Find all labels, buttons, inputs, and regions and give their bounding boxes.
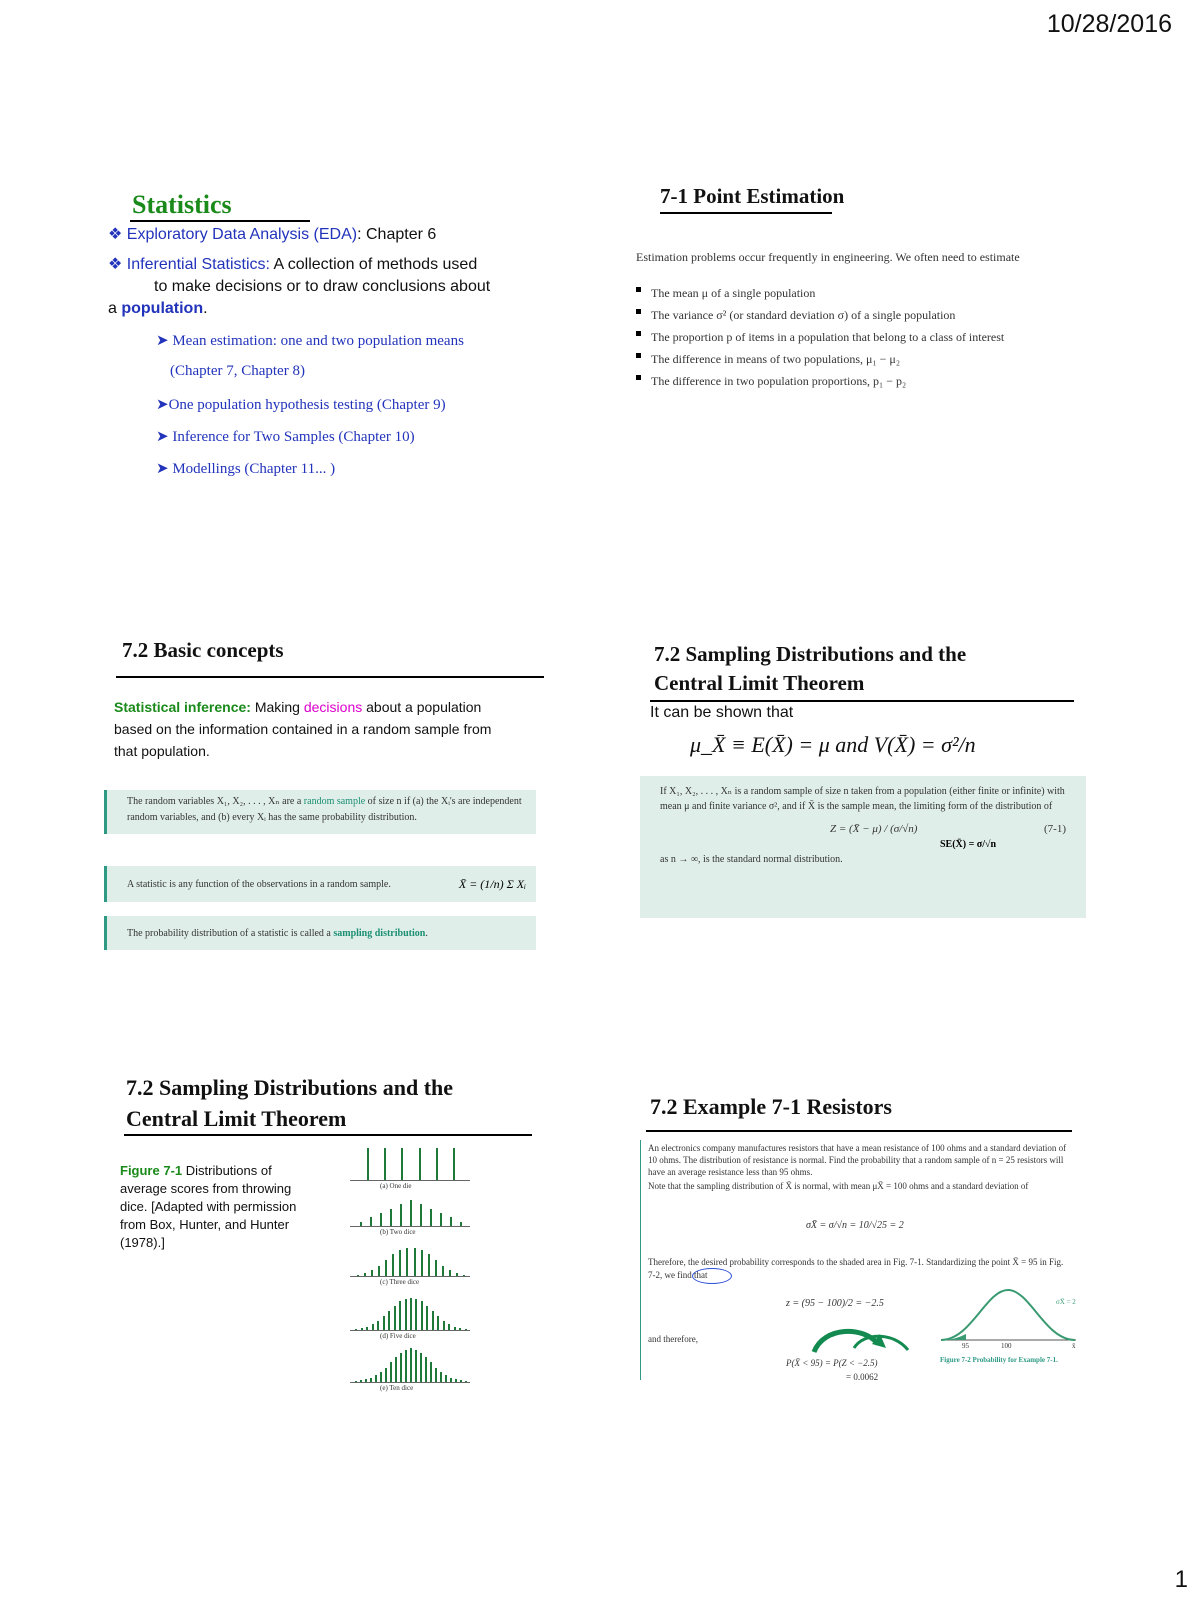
- histogram-bar: [370, 1217, 372, 1226]
- histogram-bar: [460, 1380, 462, 1382]
- histogram-bar: [453, 1148, 455, 1180]
- histogram-bar: [435, 1260, 437, 1276]
- histogram-bar: [450, 1378, 452, 1382]
- left-edge-rule: [640, 1140, 641, 1380]
- axis-tick: 95: [962, 1342, 969, 1350]
- histogram-bar: [465, 1329, 467, 1330]
- sampling-distribution-box: The probability distribution of a statistic is called a sampling distribution.: [104, 916, 536, 950]
- dice-histograms: [340, 1146, 490, 1396]
- slide-title: 7.2 Sampling Distributions and the Central Limit Theorem: [126, 1075, 454, 1131]
- histogram-bar: [360, 1222, 362, 1226]
- histogram-bar: [361, 1328, 363, 1330]
- title-underline: [650, 700, 1074, 702]
- histogram-bar: [454, 1327, 456, 1330]
- histogram-bar: [430, 1362, 432, 1382]
- chapter-item: ➤One population hypothesis testing (Chapter 9): [156, 397, 446, 413]
- histogram-bar: [390, 1209, 392, 1226]
- histogram-three-dice: [350, 1246, 470, 1277]
- page-date: 10/28/2016: [1046, 10, 1172, 38]
- probability-result: P(X̄ < 95) = P(Z < −2.5): [786, 1358, 878, 1368]
- histogram-bar: [400, 1204, 402, 1226]
- histogram-bar: [435, 1368, 437, 1382]
- axis-tick: x̄: [1072, 1342, 1076, 1350]
- histogram-bar: [383, 1316, 385, 1330]
- example-paragraph: An electronics company manufactures resistors that have a mean resistance of 100 ohms and a standard deviation of 10 ohms. The distribution of resistance is normal. Find the probability that a random sample of n = 25 resistors will have an average resistance less than 95 ohms.: [648, 1143, 1067, 1177]
- histogram-bar: [459, 1328, 461, 1330]
- arrow-icon: [804, 1318, 924, 1358]
- list-item: The proportion p of items in a population that belong to a class of interest: [636, 326, 1004, 348]
- slide-sampling-distributions: [640, 636, 1100, 936]
- histogram-bar: [377, 1321, 379, 1331]
- z-calculation: z = (95 − 100)/2 = −2.5: [786, 1298, 884, 1309]
- histogram-bar: [415, 1350, 417, 1382]
- histogram-label: (e) Ten dice: [380, 1384, 414, 1392]
- histogram-label: (b) Two dice: [380, 1228, 416, 1236]
- histogram-bar: [394, 1306, 396, 1330]
- histogram-bar: [449, 1270, 451, 1276]
- slide-example-resistors: [636, 1090, 1096, 1410]
- histogram-bar: [390, 1362, 392, 1382]
- histogram-bar: [372, 1324, 374, 1330]
- figure-caption: Figure 7-2 Probability for Example 7-1.: [940, 1356, 1058, 1364]
- diamond-bullet-icon: ❖: [108, 256, 127, 273]
- histogram-label: (c) Three dice: [380, 1278, 420, 1286]
- histogram-bar: [414, 1248, 416, 1276]
- histogram-bar: [426, 1306, 428, 1330]
- slide-title: 7.2 Sampling Distributions and the Central Limit Theorem: [654, 642, 967, 695]
- histogram-bar: [432, 1311, 434, 1330]
- histogram-bar: [460, 1222, 462, 1226]
- list-item: The difference in means of two populations, μ₁ − μ₂: [636, 348, 1004, 370]
- histogram-bar: [415, 1299, 417, 1330]
- slide-title: 7.2 Example 7-1 Resistors: [650, 1094, 892, 1119]
- histogram-bar: [392, 1254, 394, 1276]
- histogram-bar: [399, 1301, 401, 1330]
- slide-title: 7-1 Point Estimation: [660, 184, 845, 208]
- title-underline: [660, 212, 832, 214]
- histogram-bar: [370, 1378, 372, 1382]
- axis-tick: 100: [1001, 1342, 1012, 1350]
- histogram-bar: [405, 1350, 407, 1382]
- title-underline: [124, 1134, 532, 1136]
- histogram-bar: [465, 1381, 467, 1382]
- chapter-item: ➤ Modellings (Chapter 11... ): [156, 461, 336, 477]
- eda-line: ❖ Exploratory Data Analysis (EDA): Chapter 6: [108, 226, 437, 243]
- histogram-bar: [437, 1316, 439, 1330]
- list-item: The mean μ of a single population: [636, 282, 1004, 304]
- title-underline: [130, 220, 310, 222]
- diamond-bullet-icon: ❖: [108, 226, 127, 243]
- histogram-bar: [448, 1324, 450, 1330]
- histogram-bar: [419, 1148, 421, 1180]
- histogram-bar: [425, 1357, 427, 1382]
- circled-reference: [692, 1268, 732, 1284]
- chapter-item: ➤ Inference for Two Samples (Chapter 10): [156, 429, 415, 445]
- histogram-bar: [445, 1375, 447, 1382]
- sd-formula: σX̄ = σ/√n = 10/√25 = 2: [806, 1220, 904, 1231]
- figure-caption: Figure 7-1 Distributions of average scores from throwing dice. [Adapted with permission from Box, Hunter, and Hunter (1978).]: [120, 1163, 297, 1250]
- mean-variance-formula: μ_X̄ ≡ E(X̄) = μ and V(X̄) = σ²/n: [690, 732, 976, 757]
- histogram-bar: [401, 1148, 403, 1180]
- histogram-bar: [388, 1311, 390, 1330]
- title-underline: [116, 676, 544, 678]
- histogram-bar: [380, 1372, 382, 1382]
- histogram-bar: [456, 1273, 458, 1276]
- example-paragraph: Note that the sampling distribution of X̄ is normal, with mean μX̄ = 100 ohms and a standard deviation of: [648, 1181, 1029, 1191]
- slide-title: 7.2 Basic concepts: [122, 638, 284, 662]
- histogram-bar: [357, 1275, 359, 1276]
- histogram-bar: [443, 1321, 445, 1331]
- list-item: The variance σ² (or standard deviation σ) of a single population: [636, 304, 1004, 326]
- histogram-label: (a) One die: [380, 1182, 412, 1190]
- clt-box: If X₁, X₂, . . . , Xₙ is a random sample of size n taken from a population (either finite or infinite) with mean μ and finite variance σ², and if X̄ is the sample mean, the limiting form of the distribution of Z = (X̄ − μ) / (σ/√n) (7-1) SE(X̄) = σ/√n as n → ∞, is the standard normal distribution.: [640, 776, 1086, 918]
- histogram-bar: [365, 1379, 367, 1382]
- histogram-ten-dice: [350, 1346, 470, 1383]
- title-underline: [646, 1130, 1072, 1132]
- histogram-bar: [384, 1148, 386, 1180]
- histogram-bar: [436, 1148, 438, 1180]
- statistic-box: A statistic is any function of the observations in a random sample. X̄ = (1/n) Σ Xᵢ: [104, 866, 536, 902]
- histogram-five-dice: [350, 1296, 470, 1331]
- histogram-bar: [385, 1368, 387, 1382]
- histogram-bar: [400, 1353, 402, 1382]
- histogram-bar: [421, 1250, 423, 1276]
- slide-point-estimation: [636, 180, 1106, 410]
- histogram-bar: [442, 1266, 444, 1276]
- slide-title: Statistics: [132, 190, 232, 219]
- histogram-bar: [364, 1273, 366, 1276]
- and-therefore: and therefore,: [648, 1334, 698, 1344]
- histogram-bar: [440, 1372, 442, 1382]
- histogram-bar: [395, 1357, 397, 1382]
- histogram-bar: [380, 1213, 382, 1226]
- histogram-two-dice: [350, 1198, 470, 1227]
- histogram-bar: [375, 1375, 377, 1382]
- histogram-bar: [367, 1148, 369, 1180]
- slide-dice-figure: [100, 1072, 560, 1412]
- definition-text: Statistical inference: Making decisions about a population based on the information contained in a random sample from that population.: [114, 699, 492, 759]
- histogram-bar: [399, 1250, 401, 1276]
- sigma-label: σX̄ = 2: [1056, 1298, 1076, 1306]
- histogram-bar: [405, 1299, 407, 1330]
- histogram-bar: [428, 1254, 430, 1276]
- histogram-bar: [371, 1270, 373, 1276]
- random-sample-box: The random variables X₁, X₂, . . . , Xₙ are a random sample of size n if (a) the Xᵢ's are independent random variables, and (b) every Xᵢ has the same probability distribution.: [104, 790, 536, 834]
- histogram-bar: [355, 1329, 357, 1330]
- chapter-item: (Chapter 7, Chapter 8): [170, 363, 305, 379]
- histogram-bar: [366, 1327, 368, 1330]
- lead-text: It can be shown that: [650, 704, 794, 721]
- histogram-bar: [430, 1209, 432, 1226]
- histogram-bar: [410, 1298, 412, 1330]
- histogram-bar: [410, 1348, 412, 1382]
- histogram-bar: [440, 1213, 442, 1226]
- histogram-bar: [420, 1204, 422, 1226]
- histogram-bar: [420, 1353, 422, 1382]
- probability-value: = 0.0062: [846, 1372, 879, 1382]
- slide-basic-concepts: [100, 636, 560, 976]
- chapter-item: ➤ Mean estimation: one and two population means: [156, 333, 464, 349]
- histogram-bar: [421, 1301, 423, 1330]
- histogram-label: (d) Five dice: [380, 1332, 416, 1340]
- histogram-bar: [410, 1200, 412, 1226]
- histogram-bar: [463, 1275, 465, 1276]
- inferential-line: ❖ Inferential Statistics: A collection of methods used to make decisions or to draw conclusions about a population.: [108, 256, 491, 317]
- histogram-bar: [450, 1217, 452, 1226]
- histogram-bar: [360, 1380, 362, 1382]
- histogram-bar: [385, 1260, 387, 1276]
- histogram-bar: [378, 1266, 380, 1276]
- histogram-bar: [406, 1248, 408, 1276]
- histogram-bar: [355, 1381, 357, 1382]
- intro-text: Estimation problems occur frequently in engineering. We often need to estimate: [636, 250, 1020, 264]
- histogram-bar: [455, 1379, 457, 1382]
- list-item: The difference in two population proportions, p₁ − p₂: [636, 370, 1004, 392]
- slide-statistics: [108, 188, 558, 518]
- page-number: 1: [1174, 1566, 1188, 1593]
- histogram-one-die: [350, 1146, 470, 1181]
- example-paragraph: Therefore, the desired probability corresponds to the shaded area in Fig. 7-1. Standardizing the point X̄ = 95 in Fig. 7-2, we find that: [648, 1257, 1064, 1280]
- estimation-list: [636, 282, 1004, 392]
